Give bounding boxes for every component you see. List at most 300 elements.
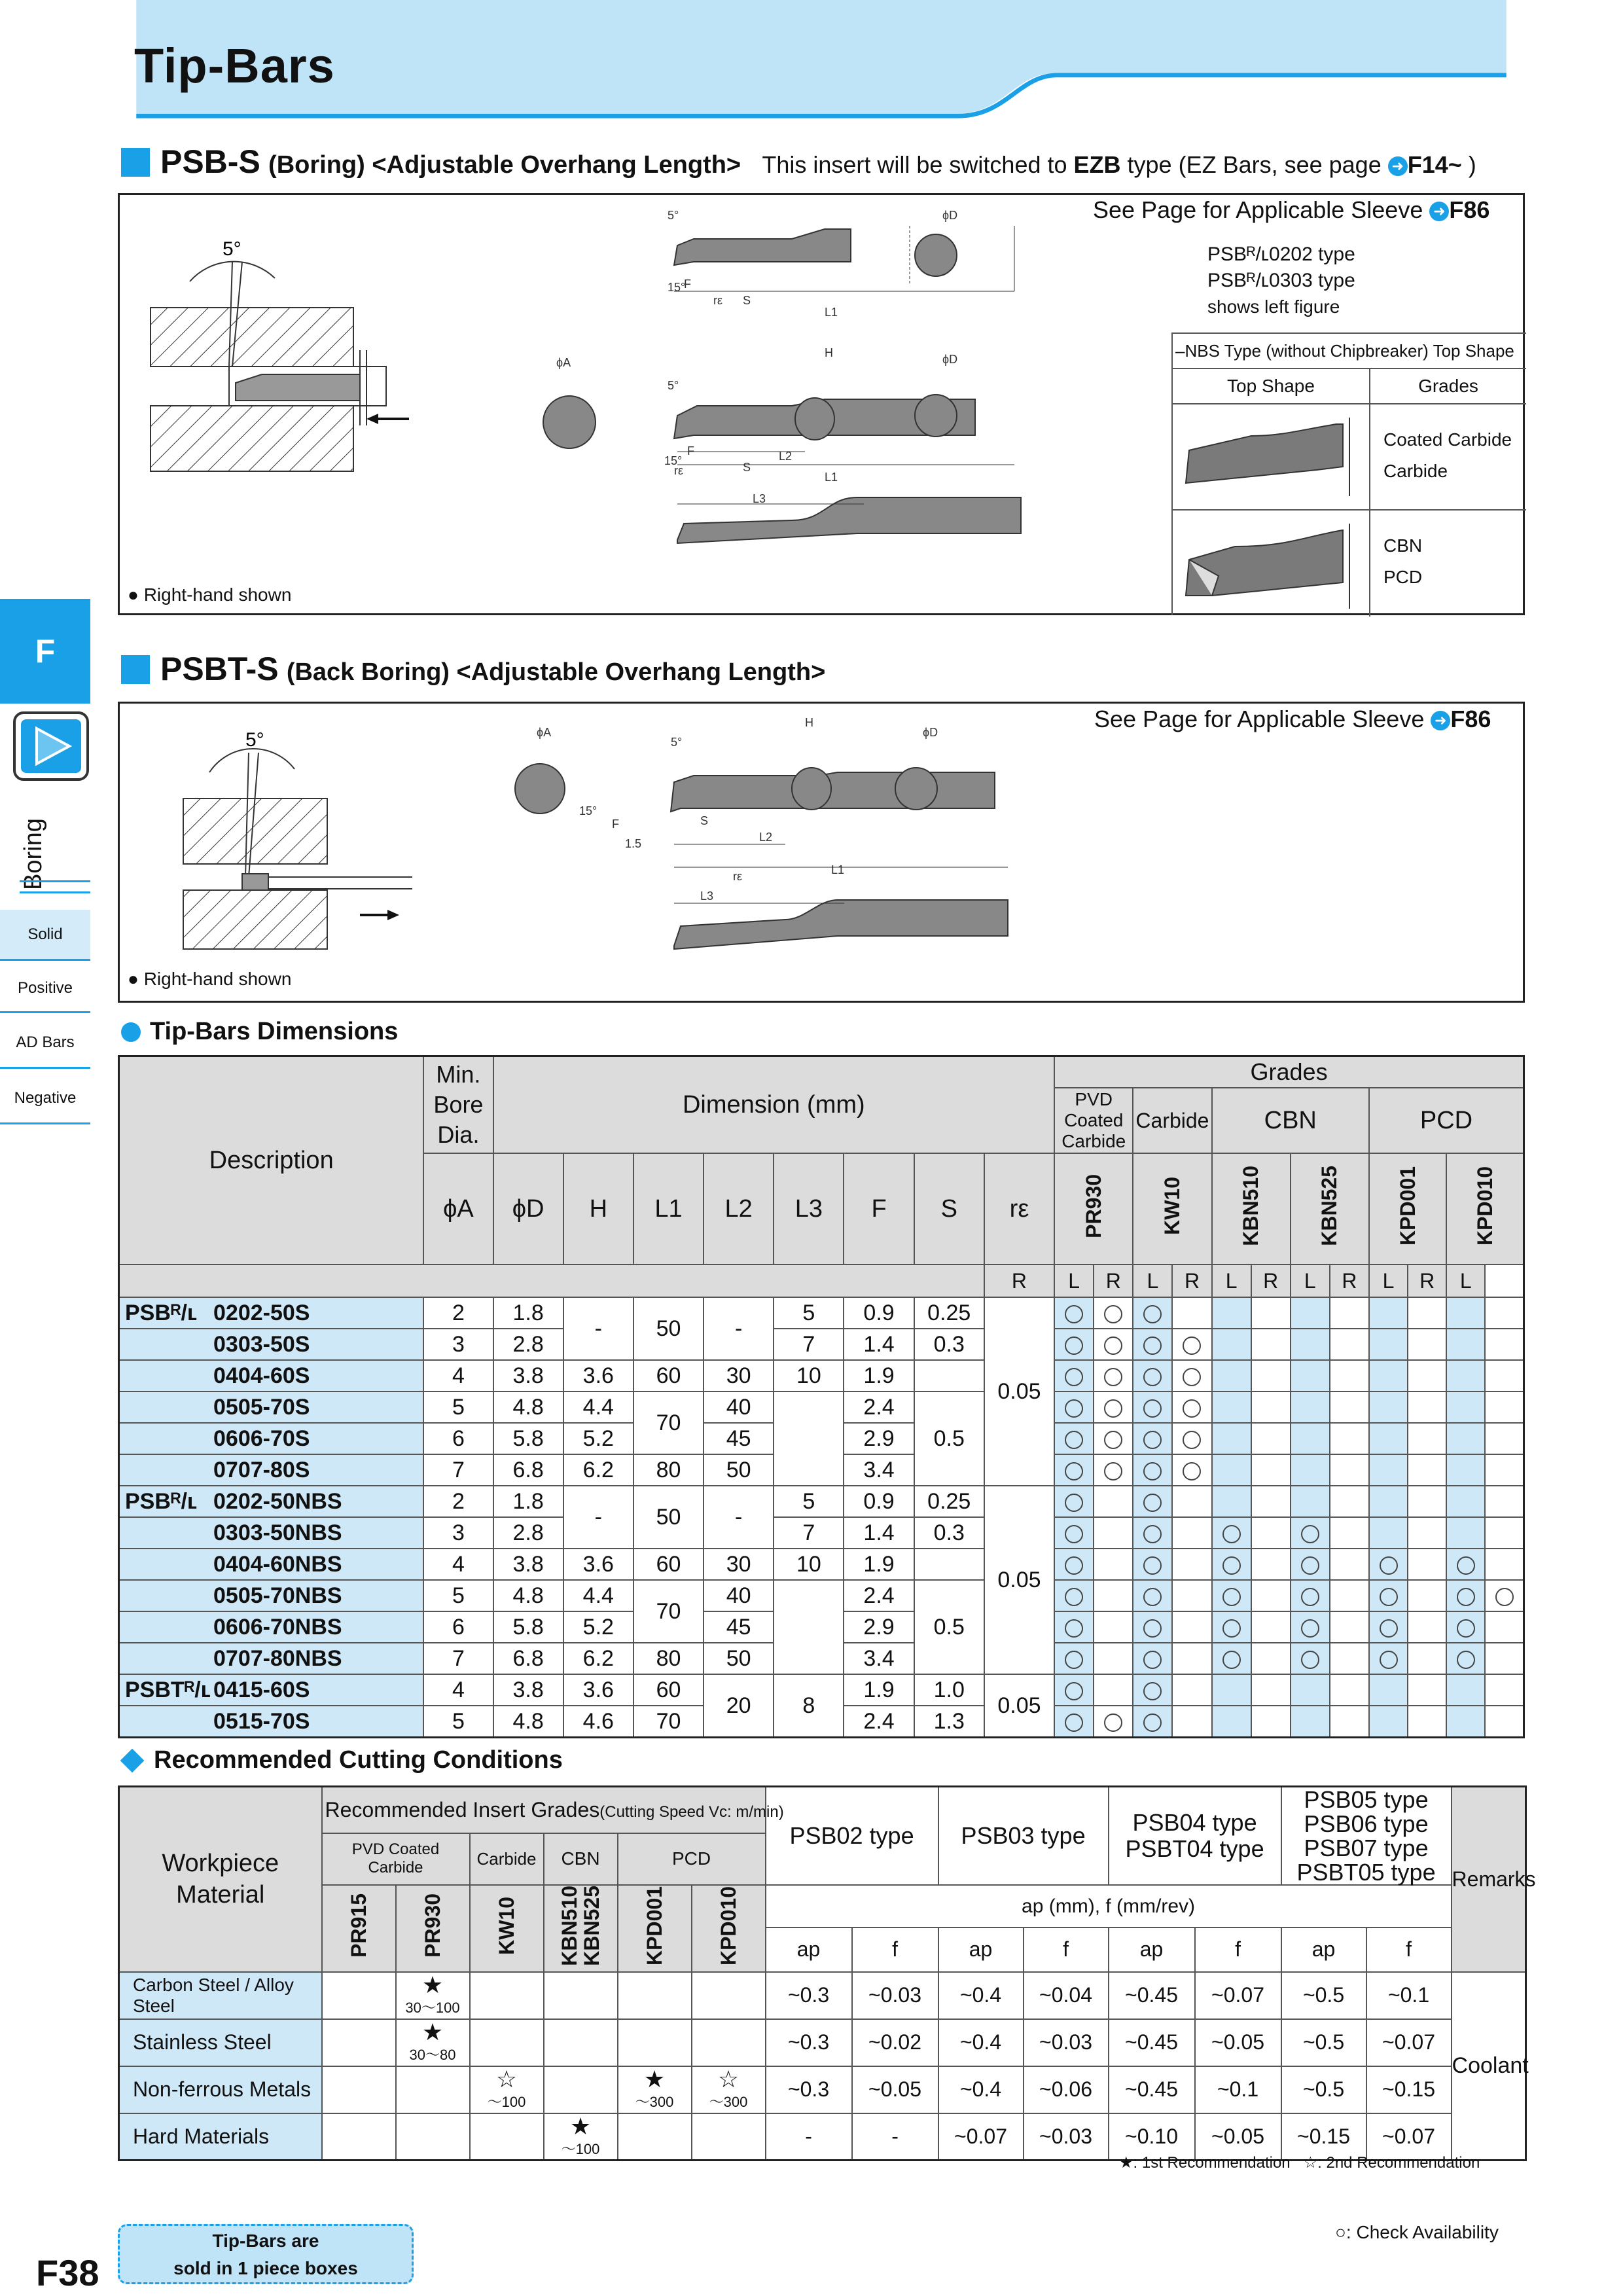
- top-shape-2-icon: [1173, 511, 1369, 617]
- grade-coated-carbide: Coated Carbide: [1383, 429, 1512, 450]
- availability-cell: [1212, 1611, 1251, 1643]
- available-circle-icon: [1380, 1651, 1398, 1669]
- availability-cell: [1446, 1706, 1485, 1738]
- sleeve-link-f86[interactable]: F86: [1450, 706, 1491, 732]
- availability-cell: [1133, 1706, 1172, 1738]
- available-circle-icon: [1104, 1368, 1122, 1386]
- availability-cell: [1485, 1549, 1524, 1580]
- rl-label: R: [1330, 1265, 1369, 1297]
- cell-l3: 5: [774, 1486, 844, 1517]
- recommendation-cell: [322, 2113, 396, 2161]
- availability-cell: [1251, 1486, 1291, 1517]
- series-name: PSBTᴿ/ʟ: [125, 1677, 211, 1702]
- available-circle-icon: [1143, 1619, 1162, 1638]
- recommendation-cell: ☆ ～100: [470, 2066, 544, 2113]
- table-row: [119, 1329, 1524, 1360]
- workpiece-material: Carbon Steel / Alloy Steel: [119, 1972, 322, 2019]
- workpiece-material: Hard Materials: [119, 2113, 322, 2161]
- star-filled-icon: ★: [421, 2018, 444, 2046]
- page-link-icon: ➜: [1388, 156, 1408, 176]
- recommendation-cell: ★ 30～100: [396, 1972, 470, 2019]
- cell-f: 3.4: [844, 1643, 914, 1674]
- availability-cell: [1172, 1706, 1211, 1738]
- available-circle-icon: [1301, 1619, 1319, 1638]
- side-link-positive[interactable]: Positive: [0, 965, 90, 1013]
- availability-cell: [1408, 1674, 1446, 1706]
- col-min-bore: Min. Bore Dia.: [423, 1056, 493, 1154]
- availability-cell: [1133, 1297, 1172, 1329]
- available-circle-icon: [1457, 1619, 1475, 1638]
- psb-s-heading: [121, 143, 1476, 181]
- grade-pcd: PCD: [1383, 567, 1423, 587]
- availability-cell: [1369, 1391, 1408, 1423]
- psb-s-right-hand-note: ● Right-hand shown: [128, 584, 292, 605]
- grade-kw10: KW10: [470, 1885, 544, 1972]
- recommendation-cell: [322, 2066, 396, 2113]
- availability-cell: [1212, 1706, 1251, 1738]
- availability-cell: [1172, 1517, 1211, 1549]
- table-row: [119, 2019, 1526, 2066]
- availability-cell: [1054, 1674, 1094, 1706]
- cell-f: 3.4: [844, 1454, 914, 1486]
- product-code[interactable]: 0303-50NBS: [119, 1517, 424, 1549]
- availability-cell: [1251, 1360, 1291, 1391]
- recommendation-cell: ★ 30～80: [396, 2019, 470, 2066]
- availability-cell: [1291, 1706, 1330, 1738]
- availability-cell: [1369, 1297, 1408, 1329]
- svg-text:L2: L2: [779, 450, 793, 463]
- rl-label: L: [1054, 1265, 1094, 1297]
- cell-l2: 50: [704, 1454, 774, 1486]
- product-code[interactable]: 0515-70S: [119, 1706, 424, 1738]
- recommendation-cell: ★ ～300: [618, 2066, 692, 2113]
- available-circle-icon: [1065, 1431, 1083, 1449]
- bullet-diamond-icon: [120, 1749, 145, 1773]
- availability-cell: [1094, 1611, 1133, 1643]
- cell-ap: ~0.5: [1281, 2066, 1366, 2113]
- star-outline-icon: ☆: [495, 2066, 518, 2093]
- grp-cbn: CBN: [544, 1833, 618, 1885]
- cell-ap: ~0.5: [1281, 2019, 1366, 2066]
- cell-f: 2.4: [844, 1580, 914, 1611]
- cell-f: ~0.05: [1195, 2019, 1281, 2066]
- availability-cell: [1330, 1297, 1369, 1329]
- availability-cell: [1133, 1329, 1172, 1360]
- product-code[interactable]: 0707-80S: [119, 1454, 424, 1486]
- cell-d: 5.8: [493, 1423, 563, 1454]
- sleeve-link-f86[interactable]: F86: [1449, 196, 1490, 223]
- group-pcd: PCD: [1369, 1088, 1524, 1153]
- product-code[interactable]: 0606-70NBS: [119, 1611, 424, 1643]
- recommendation-cell: [618, 2019, 692, 2066]
- rl-label: L: [1369, 1265, 1408, 1297]
- svg-text:ϕD: ϕD: [942, 209, 958, 222]
- availability-cell: [1446, 1360, 1485, 1391]
- col-description: Description: [119, 1056, 424, 1265]
- availability-cell: [1330, 1611, 1369, 1643]
- recommendation-cell: [396, 2066, 470, 2113]
- availability-cell: [1054, 1611, 1094, 1643]
- cell-f: 1.9: [844, 1549, 914, 1580]
- nbs-title: –NBS Type (without Chipbreaker) Top Shape: [1173, 332, 1526, 369]
- availability-cell: [1369, 1454, 1408, 1486]
- col-ap: ap: [766, 1928, 852, 1971]
- svg-text:ϕD: ϕD: [923, 726, 938, 739]
- product-code[interactable]: 0505-70NBS: [119, 1580, 424, 1611]
- availability-cell: [1369, 1580, 1408, 1611]
- available-circle-icon: [1065, 1588, 1083, 1606]
- svg-text:5°: 5°: [245, 729, 264, 751]
- bullet-icon: [121, 1022, 141, 1042]
- page-link-f14[interactable]: F14~: [1407, 151, 1462, 178]
- availability-cell: [1133, 1517, 1172, 1549]
- availability-cell: [1291, 1297, 1330, 1329]
- cell-h: -: [563, 1297, 633, 1360]
- availability-cell: [1094, 1517, 1133, 1549]
- availability-cell: [1054, 1706, 1094, 1738]
- table-row: [119, 1297, 1524, 1329]
- cell-s: 1.3: [914, 1706, 984, 1738]
- availability-cell: [1133, 1360, 1172, 1391]
- recommendation-cell: [470, 2113, 544, 2161]
- availability-cell: [1485, 1580, 1524, 1611]
- svg-text:L2: L2: [759, 831, 773, 844]
- availability-cell: [1094, 1454, 1133, 1486]
- rl-label: R: [1251, 1265, 1291, 1297]
- availability-cell: [1485, 1611, 1524, 1643]
- dimensions-table: [118, 1055, 1525, 1738]
- svg-text:L3: L3: [753, 492, 766, 505]
- svg-text:F: F: [612, 817, 619, 831]
- grade-kbn510-525: KBN510 KBN525: [544, 1885, 618, 1972]
- side-link-ad-bars[interactable]: AD Bars: [0, 1018, 90, 1069]
- cell-l1: 70: [633, 1706, 704, 1738]
- cell-f: 1.9: [844, 1674, 914, 1706]
- availability-cell: [1369, 1611, 1408, 1643]
- availability-cell: [1172, 1297, 1211, 1329]
- availability-cell: [1094, 1391, 1133, 1423]
- availability-cell: [1054, 1454, 1094, 1486]
- cell-d: 1.8: [493, 1297, 563, 1329]
- available-circle-icon: [1065, 1713, 1083, 1732]
- availability-cell: [1291, 1360, 1330, 1391]
- availability-cell: [1094, 1549, 1133, 1580]
- availability-cell: [1251, 1580, 1291, 1611]
- cell-d: 6.8: [493, 1643, 563, 1674]
- col-remarks: Remarks: [1452, 1787, 1526, 1972]
- product-code[interactable]: 0707-80NBS: [119, 1643, 424, 1674]
- availability-cell: [1172, 1360, 1211, 1391]
- cell-ap: ~0.10: [1109, 2113, 1195, 2161]
- cell-h: 6.2: [563, 1454, 633, 1486]
- available-circle-icon: [1380, 1588, 1398, 1606]
- col-s: S: [914, 1153, 984, 1265]
- psbt-s-name: PSBT-S: [160, 651, 279, 687]
- series-name: PSBᴿ/ʟ: [125, 1300, 198, 1325]
- psbt-s-back-boring-drawing: [170, 726, 419, 949]
- cell-l3: [774, 1391, 844, 1486]
- svg-text:L1: L1: [825, 306, 838, 319]
- cell-s: 0.5: [914, 1391, 984, 1486]
- product-code[interactable]: 0303-50S: [119, 1329, 424, 1360]
- available-circle-icon: [1065, 1462, 1083, 1480]
- cell-h: 6.2: [563, 1643, 633, 1674]
- available-circle-icon: [1143, 1336, 1162, 1355]
- side-link-solid[interactable]: Solid: [0, 910, 90, 961]
- availability-cell: [1054, 1643, 1094, 1674]
- availability-cell: [1330, 1391, 1369, 1423]
- svg-text:ϕA: ϕA: [556, 356, 571, 369]
- col-grades: Grades: [1054, 1056, 1524, 1088]
- cell-h: 3.6: [563, 1360, 633, 1391]
- available-circle-icon: [1143, 1462, 1162, 1480]
- cell-a: 5: [423, 1391, 493, 1423]
- col-psb03: PSB03 type: [938, 1787, 1109, 1886]
- available-circle-icon: [1104, 1399, 1122, 1418]
- sleeve-link-icon: ➜: [1431, 711, 1450, 730]
- availability-cell: [1172, 1391, 1211, 1423]
- cell-f: ~0.1: [1195, 2066, 1281, 2113]
- availability-cell: [1446, 1580, 1485, 1611]
- availability-cell: [1446, 1454, 1485, 1486]
- cell-s: 0.25: [914, 1297, 984, 1329]
- recommendation-cell: [692, 2019, 766, 2066]
- available-circle-icon: [1380, 1556, 1398, 1575]
- availability-cell: [1291, 1674, 1330, 1706]
- availability-cell: [1054, 1329, 1094, 1360]
- cell-h: 4.4: [563, 1391, 633, 1423]
- availability-cell: [1485, 1423, 1524, 1454]
- product-code[interactable]: 0505-70S: [119, 1391, 424, 1423]
- page-title: Tip-Bars: [134, 39, 335, 93]
- cell-ap: ~0.15: [1281, 2113, 1366, 2161]
- cell-f: ~0.05: [1195, 2113, 1281, 2161]
- cell-h: 4.6: [563, 1706, 633, 1738]
- sold-box-note: Tip-Bars are sold in 1 piece boxes: [118, 2224, 414, 2284]
- svg-text:5°: 5°: [671, 736, 683, 749]
- section-tab[interactable]: F: [0, 599, 90, 704]
- svg-text:rε: rε: [733, 870, 743, 883]
- series-name: PSBᴿ/ʟ: [125, 1488, 198, 1514]
- availability-cell: [1172, 1423, 1211, 1454]
- availability-cell: [1369, 1360, 1408, 1391]
- availability-cell: [1485, 1486, 1524, 1517]
- cell-l1: 60: [633, 1360, 704, 1391]
- cut-heading: Recommended Cutting Conditions: [121, 1746, 563, 1774]
- cell-d: 6.8: [493, 1454, 563, 1486]
- workpiece-material: Non-ferrous Metals: [119, 2066, 322, 2113]
- available-circle-icon: [1183, 1368, 1201, 1386]
- availability-cell: [1446, 1674, 1485, 1706]
- availability-cell: [1212, 1549, 1251, 1580]
- cell-ap: ~0.07: [938, 2113, 1024, 2161]
- availability-cell: [1330, 1423, 1369, 1454]
- cell-f: ~0.07: [1195, 1972, 1281, 2019]
- svg-text:S: S: [743, 294, 751, 307]
- svg-text:F: F: [684, 278, 691, 291]
- table-row: [119, 1549, 1524, 1580]
- grade-pr930: PR930: [396, 1885, 470, 1972]
- availability-cell: [1408, 1454, 1446, 1486]
- cell-f: ~0.03: [1024, 2113, 1109, 2161]
- cell-d: 2.8: [493, 1517, 563, 1549]
- availability-cell: [1408, 1517, 1446, 1549]
- svg-text:5°: 5°: [668, 209, 679, 222]
- cell-a: 3: [423, 1329, 493, 1360]
- availability-cell: [1133, 1486, 1172, 1517]
- product-code[interactable]: PSBTᴿ/ʟ 0415-60S: [119, 1674, 424, 1706]
- available-circle-icon: [1183, 1431, 1201, 1449]
- cell-f: ~0.1: [1366, 1972, 1452, 2019]
- cell-l1: 50: [633, 1297, 704, 1360]
- boring-icon: [12, 710, 90, 782]
- psbt-s-dimension-drawing: [497, 710, 1034, 985]
- cell-s: [914, 1549, 984, 1580]
- availability-cell: [1054, 1297, 1094, 1329]
- availability-cell: [1330, 1643, 1369, 1674]
- availability-cell: [1369, 1517, 1408, 1549]
- availability-cell: [1212, 1674, 1251, 1706]
- availability-cell: [1212, 1360, 1251, 1391]
- availability-cell: [1172, 1329, 1211, 1360]
- sleeve-link-icon: ➜: [1429, 202, 1449, 221]
- available-circle-icon: [1104, 1462, 1122, 1480]
- cell-d: 4.8: [493, 1580, 563, 1611]
- availability-cell: [1094, 1674, 1133, 1706]
- cell-ap: ~0.45: [1109, 2066, 1195, 2113]
- availability-cell: [1054, 1549, 1094, 1580]
- availability-cell: [1369, 1643, 1408, 1674]
- availability-cell: [1054, 1423, 1094, 1454]
- availability-cell: [1291, 1423, 1330, 1454]
- cell-f: ~0.07: [1366, 2019, 1452, 2066]
- ap-f-units: ap (mm), f (mm/rev): [766, 1885, 1452, 1928]
- availability-cell: [1485, 1674, 1524, 1706]
- cell-f: 2.9: [844, 1611, 914, 1643]
- available-circle-icon: [1104, 1305, 1122, 1323]
- availability-cell: [1330, 1549, 1369, 1580]
- rl-label: R: [1408, 1265, 1446, 1297]
- col-ap: ap: [938, 1928, 1024, 1971]
- heading-square-icon: [121, 655, 150, 684]
- cell-f: 2.4: [844, 1391, 914, 1423]
- available-circle-icon: [1222, 1619, 1241, 1638]
- grade-col-kpd010: KPD010: [1446, 1153, 1524, 1265]
- svg-text:1.5: 1.5: [625, 837, 642, 850]
- available-circle-icon: [1183, 1399, 1201, 1418]
- recommendation-cell: [470, 1972, 544, 2019]
- star-filled-icon: ★: [421, 1971, 444, 1999]
- recommendation-cell: [618, 1972, 692, 2019]
- available-circle-icon: [1457, 1588, 1475, 1606]
- product-code[interactable]: PSBᴿ/ʟ 0202-50S: [119, 1297, 424, 1329]
- availability-cell: [1485, 1517, 1524, 1549]
- product-code[interactable]: 0404-60NBS: [119, 1549, 424, 1580]
- nbs-col-grades: Grades: [1418, 376, 1478, 396]
- psb-s-name: PSB-S: [160, 143, 260, 180]
- cell-h: -: [563, 1486, 633, 1549]
- cell-h: 5.2: [563, 1423, 633, 1454]
- availability-cell: [1485, 1329, 1524, 1360]
- available-circle-icon: [1104, 1336, 1122, 1355]
- cell-re: 0.05: [984, 1486, 1054, 1674]
- available-circle-icon: [1301, 1556, 1319, 1575]
- grade-carbide: Carbide: [1383, 461, 1448, 481]
- availability-cell: [1446, 1643, 1485, 1674]
- availability-cell: [1172, 1580, 1211, 1611]
- cell-f: ~0.03: [852, 1972, 938, 2019]
- recommendation-cell: [470, 2019, 544, 2066]
- availability-cell: [1133, 1454, 1172, 1486]
- cell-d: 4.8: [493, 1706, 563, 1738]
- availability-cell: [1251, 1517, 1291, 1549]
- cell-d: 3.8: [493, 1360, 563, 1391]
- product-code[interactable]: 0404-60S: [119, 1360, 424, 1391]
- cell-f: ~0.15: [1366, 2066, 1452, 2113]
- available-circle-icon: [1143, 1556, 1162, 1575]
- cell-f: 1.9: [844, 1360, 914, 1391]
- availability-cell: [1291, 1329, 1330, 1360]
- table-row: [119, 2066, 1526, 2113]
- availability-cell: [1291, 1486, 1330, 1517]
- availability-cell: [1094, 1643, 1133, 1674]
- svg-text:H: H: [805, 716, 813, 729]
- cell-l2: 40: [704, 1580, 774, 1611]
- availability-cell: [1133, 1674, 1172, 1706]
- availability-cell: [1291, 1391, 1330, 1423]
- available-circle-icon: [1143, 1682, 1162, 1700]
- svg-text:L1: L1: [825, 471, 838, 484]
- available-circle-icon: [1222, 1651, 1241, 1669]
- availability-cell: [1212, 1297, 1251, 1329]
- check-availability-note: ○: Check Availability: [1335, 2222, 1499, 2242]
- availability-cell: [1291, 1643, 1330, 1674]
- svg-text:15°: 15°: [668, 281, 686, 294]
- available-circle-icon: [1183, 1462, 1201, 1480]
- availability-cell: [1133, 1391, 1172, 1423]
- col-f: f: [1195, 1928, 1281, 1971]
- availability-cell: [1251, 1643, 1291, 1674]
- psbt-s-heading: [121, 650, 825, 688]
- availability-cell: [1172, 1549, 1211, 1580]
- availability-cell: [1212, 1391, 1251, 1423]
- product-code[interactable]: 0606-70S: [119, 1423, 424, 1454]
- group-carbide: Carbide: [1133, 1088, 1211, 1153]
- availability-cell: [1446, 1486, 1485, 1517]
- svg-text:L3: L3: [700, 889, 714, 903]
- side-link-negative[interactable]: Negative: [0, 1073, 90, 1124]
- rl-label: R: [984, 1265, 1054, 1297]
- availability-cell: [1408, 1643, 1446, 1674]
- availability-cell: [1251, 1611, 1291, 1643]
- cell-re: 0.05: [984, 1297, 1054, 1486]
- product-code[interactable]: PSBᴿ/ʟ 0202-50NBS: [119, 1486, 424, 1517]
- cell-l1: 50: [633, 1486, 704, 1549]
- svg-text:L1: L1: [831, 863, 845, 876]
- cell-a: 6: [423, 1611, 493, 1643]
- recommendation-cell: [322, 1972, 396, 2019]
- availability-cell: [1172, 1454, 1211, 1486]
- cell-l3: 8: [774, 1674, 844, 1738]
- availability-cell: [1446, 1423, 1485, 1454]
- available-circle-icon: [1065, 1368, 1083, 1386]
- recommendation-cell: ☆ ～300: [692, 2066, 766, 2113]
- availability-cell: [1408, 1360, 1446, 1391]
- availability-cell: [1212, 1454, 1251, 1486]
- psbt-s-sleeve-ref: See Page for Applicable Sleeve ➜ F86: [1094, 706, 1491, 732]
- cell-f: ~0.03: [1024, 2019, 1109, 2066]
- availability-cell: [1485, 1360, 1524, 1391]
